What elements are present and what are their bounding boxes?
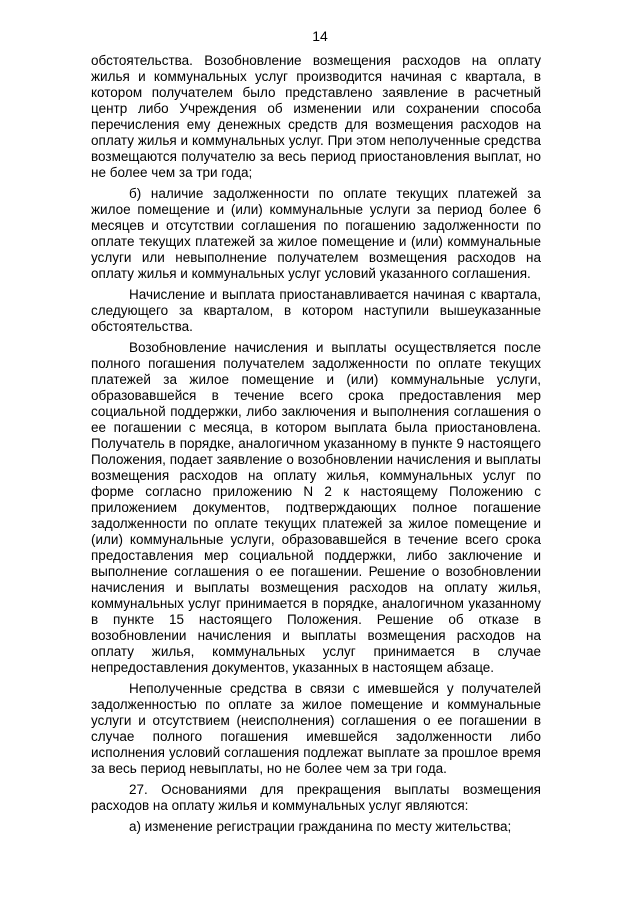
paragraph-continuation: обстоятельства. Возобновление возмещения расходов на оплату жилья и коммунальных услуг производится начиная с квартала, в котором получателем было представлено заявление в расчетный центр либо Учреждения об изменении или сохранении способа перечисления ему денежных средств для возмещения расходов на оплату жилья и коммунальных услуг. При этом неполученные средства возмещаются получателю за весь период приостановления выплат, но не более чем за три года; <box>91 53 541 180</box>
document-body <box>91 53 541 840</box>
paragraph-item-a: а) изменение регистрации гражданина по месту жительства; <box>129 819 512 834</box>
paragraph-resumption: Возобновление начисления и выплаты осуществляется после полного погашения получателем задолженности по оплате текущих платежей за жилое помещение и (или) коммунальные услуги, образовавшейся в течение всего срока предоставления мер социальной поддержки, либо заключения и выполнения соглашения о ее погашении с месяца, в котором выплата была приостановлена. Получатель в порядке, аналогичном указанному в пункте 9 настоящего Положения, подает заявление о возобновлении начисления и выплаты возмещения расходов на оплату жилья, коммунальных услуг по форме согласно приложению N 2 к настоящему Положению с приложением документов, подтверждающих полное погашение задолженности по оплате текущих платежей за жилое помещение и (или) коммунальные услуги, образовавшейся в течение всего срока предоставления мер социальной поддержки, либо заключение и выполнение соглашения о ее погашении. Решение о возобновлении начисления и выплаты возмещения расходов на оплату жилья, коммунальных услуг принимается в порядке, аналогичном указанному в пункте 15 настоящего Положения. Решение об отказе в возобновлении начисления и выплаты возмещения расходов на оплату жилья, коммунальных услуг принимается в случае непредоставления документов, указанных в настоящем абзаце. <box>91 340 541 675</box>
paragraph-suspension: Начисление и выплата приостанавливается начиная с квартала, следующего за кварталом, в котором наступили вышеуказанные обстоятельства. <box>91 287 541 334</box>
paragraph-item-b: б) наличие задолженности по оплате текущих платежей за жилое помещение и (или) коммунальные услуги за период более 6 месяцев и отсутствии соглашения по погашению задолженности по оплате текущих платежей за жилое помещение и (или) коммунальные услуги или невыполнение получателем возмещения расходов на оплату жилья и коммунальных услуг условий указанного соглашения. <box>91 186 541 281</box>
paragraph-unpaid-funds: Неполученные средства в связи с имевшейся у получателей задолженностью по оплате за жилое помещение и коммунальные услуги и отсутствием (неисполнения) соглашения о ее погашении в случае полного погашения имевшейся задолженности либо исполнения условий соглашения подлежат выплате за прошлое время за весь период невыплаты, но не более чем за три года. <box>91 681 541 776</box>
paragraph-section-27: 27. Основаниями для прекращения выплаты возмещения расходов на оплату жилья и коммунальных услуг являются: <box>91 782 541 813</box>
page-number: 14 <box>312 28 328 44</box>
